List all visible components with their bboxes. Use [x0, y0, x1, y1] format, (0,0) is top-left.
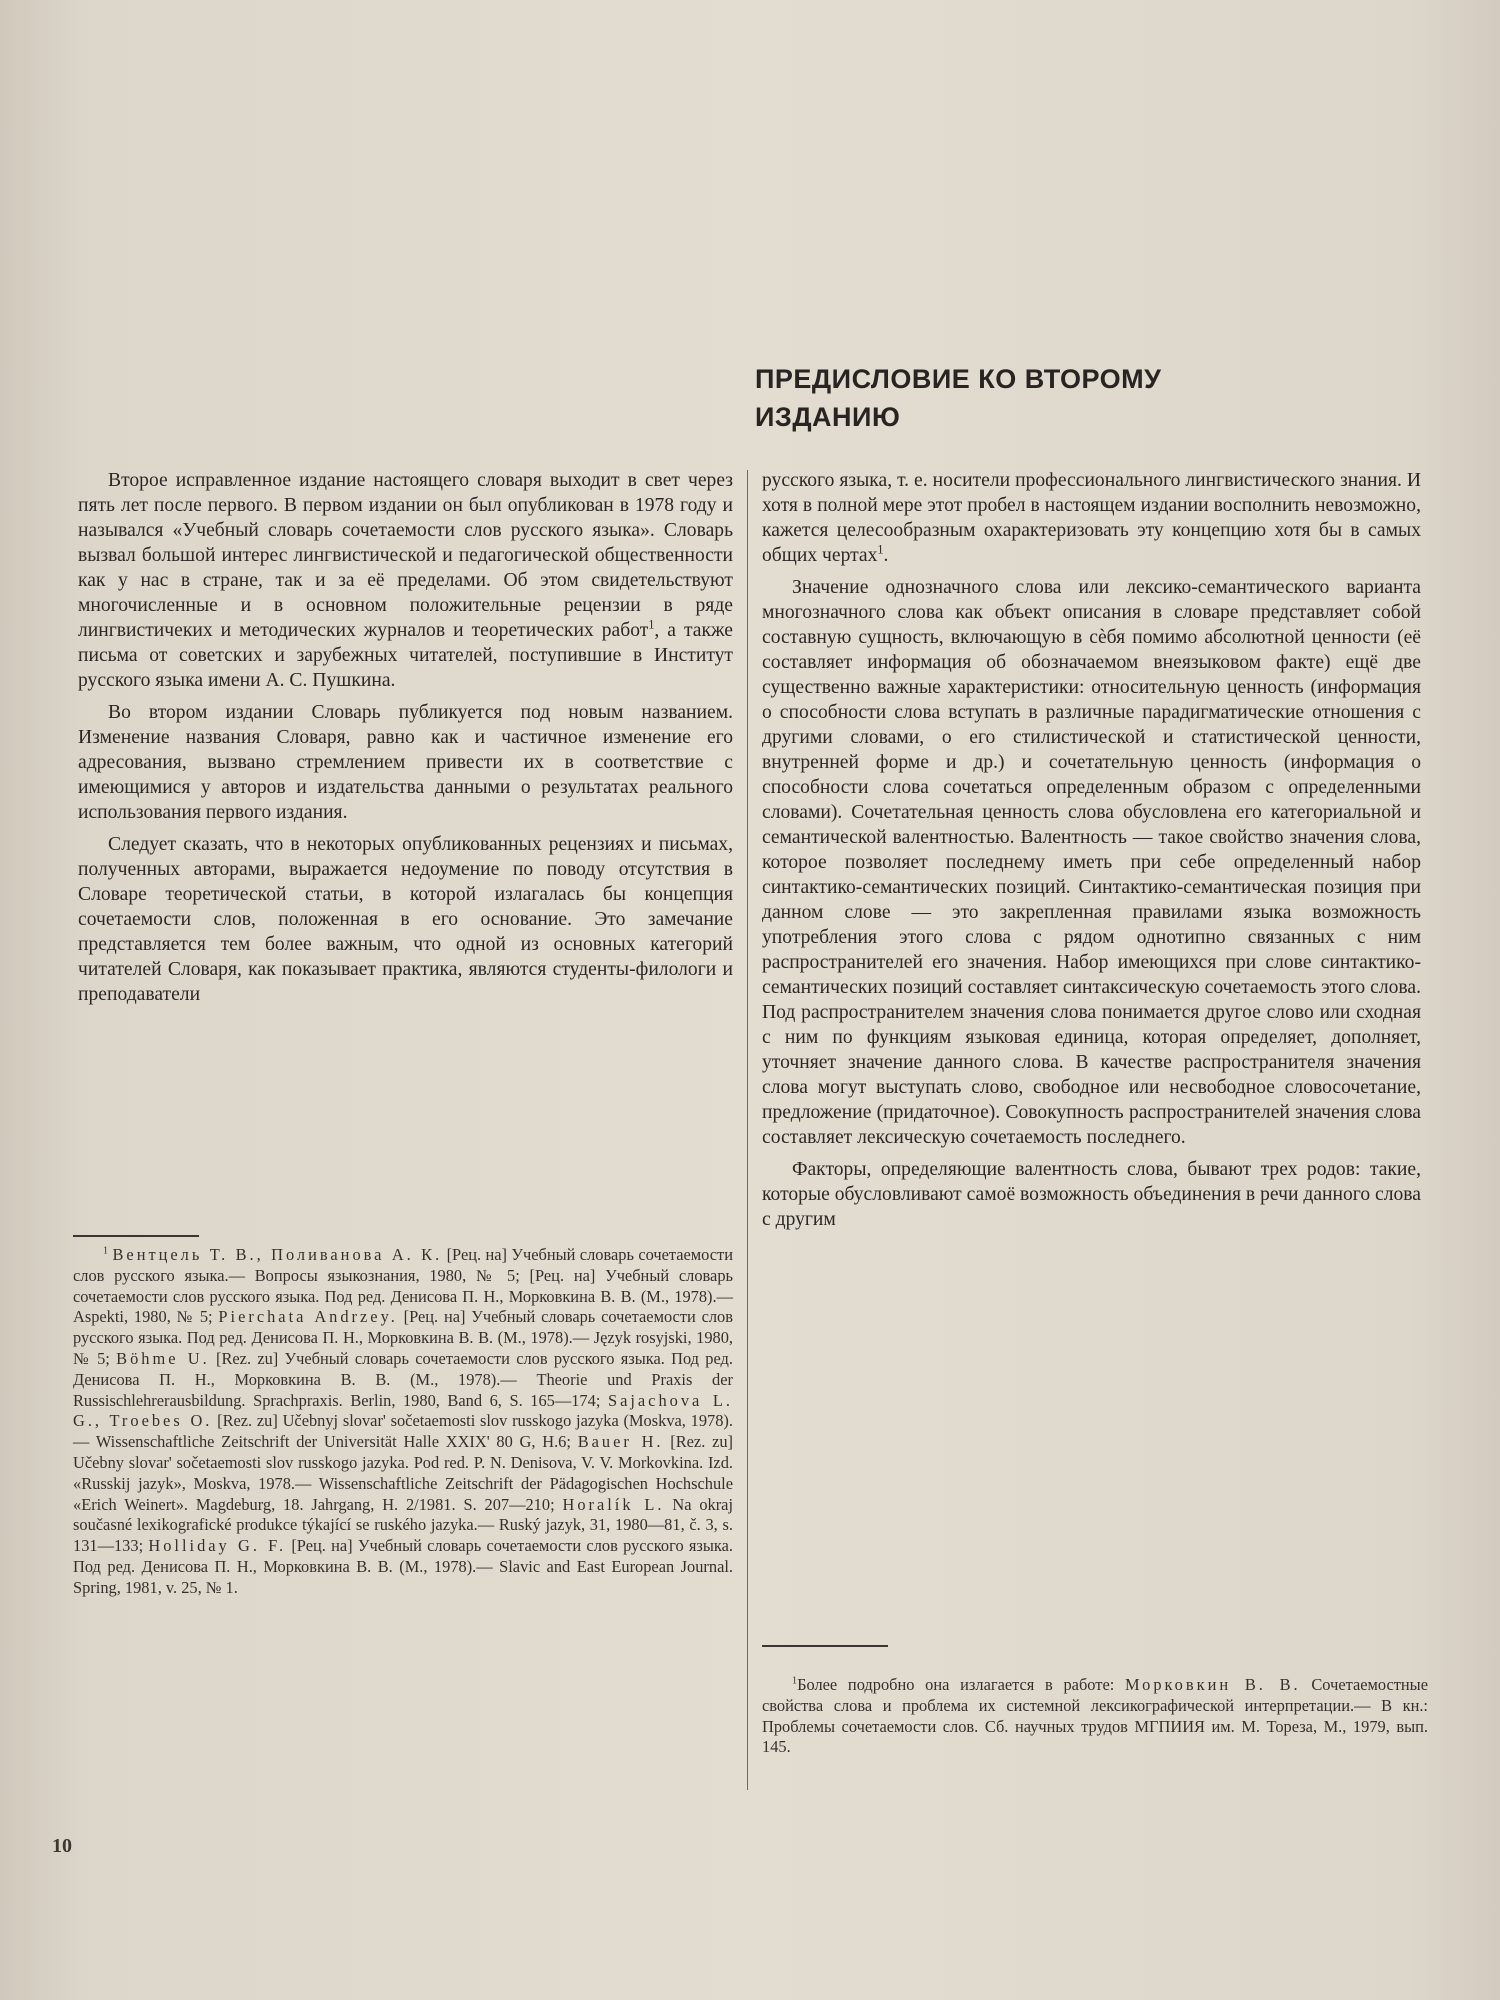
footnote-marker: 1: [877, 542, 884, 557]
footnote-segment: [Rez. zu] Učebny slovar' sočetaemosti slov russkogo jazyka. Pod red. P. N. Denisova, V. V. Morkovkina. Izd. «Russkij jazyk», Moskva, 1978.— Wissenschaftliche Zeitschrift der Pädagogischen Hochschule «Erich Weinert». Magdeburg, 18. Jahrgang, H. 2/1981. S. 207—210;: [73, 1432, 733, 1514]
paragraph: русского языка, т. е. носители профессионального лингвистического знания. И хотя в полной мере этот пробел в настоящем издании восполнить невозможно, кажется целесообразным охарактеризовать эту концепцию хотя бы в самых общих чертах$^1$.: [762, 470, 1421, 566]
footnote-number: 1: [792, 1675, 798, 1687]
right-footnote: [762, 1675, 1428, 1758]
paragraph: Во втором издании Словарь публикуется под новым названием. Изменение названия Словаря, равно как и частичное изменение его адресования, вызвано стремлением привести их в соответствие с имеющимися у авторов и издательства данными о результатах реального использования первого издания.: [78, 702, 733, 823]
footnote-segment: Более подробно она излагается в работе:: [797, 1675, 1125, 1694]
column-divider: [747, 470, 748, 1790]
footnote-author: Вентцель Т. В., Поливанова А. К.: [112, 1245, 443, 1264]
footnote-segment: [Рец. на] Учебный словарь сочетаемости слов русского языка.— Вопросы языкознания, 1980, № 5; [Рец. на] Учебный словарь сочетаемости слов русского языка. Под ред. Денисова П. Н., Морковкина В. В. (М., 1978).— Aspekti, 1980, № 5;: [73, 1245, 733, 1327]
footnote-segment: Сочетаемостные свойства слова и проблема их системной лексикографической интерпретации.— В кн.: Проблемы сочетаемости слов. Сб. научных трудов МГПИИЯ им. М. Тореза, М., 1979, вып. 145.: [762, 1675, 1428, 1757]
title-line-1: ПРЕДИСЛОВИЕ КО ВТОРОМУ: [755, 364, 1162, 394]
paragraph: Следует сказать, что в некоторых опубликованных рецензиях и письмах, полученных авторами, выражается недоумение по поводу отсутствия в Словаре теоретической статьи, в которой излагалась бы концепция сочетаемости слов, положенная в его основание. Это замечание представляется тем более важным, что одной из основных категорий читателей Словаря, как показывает практика, являются студенты-филологи и преподаватели: [78, 834, 733, 1005]
footnote-segment: [Рец. на] Учебный словарь сочетаемости слов русского языка. Под ред. Денисова П. Н., Морковкина В. В. (М., 1978).— Język rosyjski, 1980, № 5;: [73, 1307, 733, 1368]
footnote-rule: [73, 1235, 199, 1237]
paragraph: Значение однозначного слова или лексико-семантического варианта многозначного слова как объект описания в словаре представляет собой составную сущность, включающую в сèбя помимо абсолютной ценности (её составляет информация об обозначаемом внеязыковом факте) ещё две существенно важные характеристики: относительную ценность (информация о способности слова вступать в различные парадигматические отношения с другими словами, о его стилистической и статистической ценности, внутренней форме и др.) и сочетательную ценность (информация о способности слова сочетаться определенным образом с определенными словами). Сочетательная ценность слова обусловлена его категориальной и семантической валентностью. Валентность — такое свойство значения слова, которое позволяет последнему иметь при себе определенный набор синтактико-семантических позиций. Синтактико-семантическая позиция при данном слове — это закрепленная правилами языка возможность употребления этого слова с рядом однотипно связанных с ним распространителей его значения. Набор имеющихся при слове синтактико-семантических позиций составляет синтаксическую сочетаемость этого слова. Под распространителем значения слова понимается другое слово или сходная с ним по функциям языковая единица, которая определяет, дополняет, уточняет значение данного слова. В качестве распространителя значения слова могут выступать слово, свободное или несвободное словосочетание, предложение (придаточное). Совокупность распространителей значения слова составляет лексическую сочетаемость последнего.: [762, 577, 1421, 1148]
footnote-author: Sajachova L. G., Troebes O.: [73, 1390, 733, 1431]
footnote-author: Морковкин В. В.: [1125, 1675, 1301, 1694]
right-column: [762, 468, 1421, 1239]
left-column: [78, 468, 733, 1014]
page-number: 10: [52, 1835, 72, 1857]
footnote-text: [762, 1675, 1428, 1758]
footnote-author: Pierchata Andrzey.: [218, 1307, 398, 1327]
footnote-segment: [Рец. на] Учебный словарь сочетаемости слов русского языка. Под ред. Денисова П. Н., Морковкина В. В. (М., 1978).— Slavic and East European Journal. Spring, 1981, v. 25, № 1.: [73, 1536, 734, 1597]
footnote-marker: 1: [648, 617, 655, 632]
footnote-text: [73, 1245, 733, 1599]
paragraph: [78, 468, 733, 693]
page-title: [755, 360, 1355, 436]
footnote-author: Horalík L.: [562, 1494, 665, 1514]
footnote-author: Böhme U.: [116, 1348, 210, 1368]
left-footnote: [73, 1245, 733, 1599]
paragraph-text: русского языка, т. е. носители профессионального лингвистического знания. И хотя в полной мере этот пробел в настоящем издании восполнить невозможно, кажется целесообразным охарактеризовать эту концепцию хотя бы в самых общих чертах: [762, 470, 1421, 566]
footnote-segment: [Rez. zu] Учебный словарь сочетаемости слов русского языка. Под ред. Денисова П. Н., Морковкина В. В. (М., 1978).— Theorie und Praxis der Russischlehrerausbildung. Sprachpraxis. Berlin, 1980, Band 6, S. 165—174;: [73, 1348, 733, 1410]
footnote-author: Holliday G. F.: [148, 1536, 287, 1556]
footnote-number: 1: [103, 1245, 109, 1257]
paragraph: Факторы, определяющие валентность слова, бывают трех родов: такие, которые обусловливают самоё возможность объединения в речи данного слова с другим: [762, 1159, 1421, 1230]
paragraph-text: Второе исправленное издание настоящего словаря выходит в свет через пять лет после первого. В первом издании он был опубликован в 1978 году и назывался «Учебный словарь сочетаемости слов русского языка». Словарь вызвал большой интерес лингвистической и педагогической общественности как у нас в стране, так и за её пределами. Об этом свидетельствуют многочисленные и в основном положительные рецензии в ряде лингвистичеких и методических журналов и теоретических работ: [78, 470, 733, 641]
footnote-segment: Na okraj současné lexikografické produkce týkající se ruského jazyka.— Ruský jazyk, 31, 1980—81, č. 3, s. 131—133;: [73, 1494, 733, 1556]
footnote-rule: [762, 1645, 888, 1647]
title-line-2: ИЗДАНИЮ: [755, 402, 901, 432]
footnote-segment: [Rez. zu] Učebnyj slovar' sočetaemosti slov russkogo jazyka (Moskva, 1978). — Wissenschaftliche Zeitschrift der Universität Halle XXIX' 80 G, H.6;: [73, 1411, 733, 1452]
paragraph-text: , а также письма от советских и зарубежных читателей, поступившие в Институт русского языка имени А. С. Пушкина.: [78, 620, 734, 691]
footnote-author: Bauer H.: [577, 1432, 664, 1452]
